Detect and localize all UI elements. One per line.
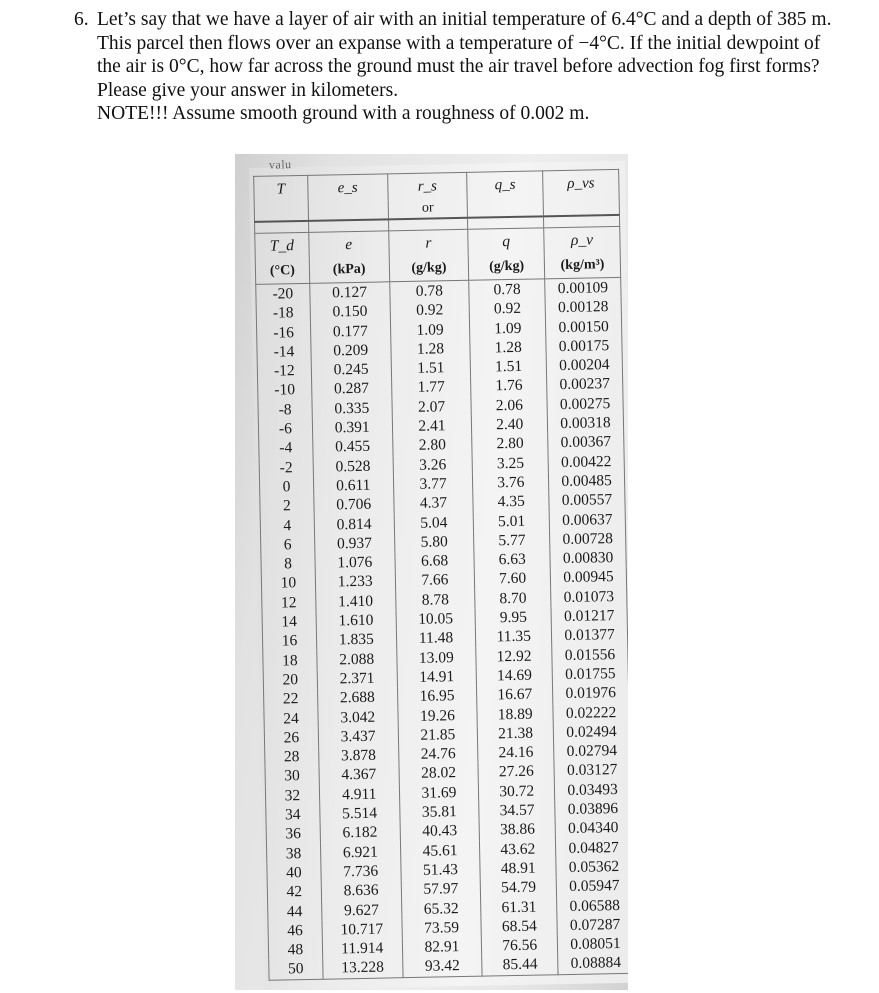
table-cell: 1.09: [390, 319, 470, 340]
table-cell: 36: [266, 824, 320, 844]
table-cell: 2.80: [472, 434, 548, 455]
table-cell: 5.04: [394, 512, 474, 533]
table-cell: 0.05947: [556, 876, 628, 897]
table-cell: 0.01755: [552, 664, 628, 685]
table-cell: 8: [261, 554, 315, 574]
table-cell: 3.25: [472, 453, 548, 474]
header-cell: q_s: [467, 171, 543, 199]
table-cell: 7.66: [395, 570, 475, 591]
table-cell: 13.228: [323, 958, 403, 979]
table-cell: 51.43: [400, 860, 480, 881]
table-cell: 0.00637: [549, 509, 625, 530]
table-cell: 38: [266, 843, 320, 863]
table-cell: 1.233: [315, 572, 395, 593]
table-cell: 3.437: [318, 726, 398, 747]
unit-cell: (g/kg): [469, 254, 545, 280]
clipped-header-label: valu: [268, 157, 292, 172]
table-cell: 21.38: [478, 723, 554, 744]
table-cell: 30: [265, 766, 319, 786]
table-cell: 6: [261, 535, 315, 555]
table-cell: 0.04340: [555, 818, 628, 839]
table-cell: 12: [262, 593, 316, 613]
table-cell: 0.455: [313, 437, 393, 458]
table-cell: 2.688: [317, 687, 397, 708]
table-sheet: [249, 157, 628, 990]
unit-cell: (kPa): [309, 257, 389, 283]
table-cell: 7.60: [475, 569, 551, 590]
table-cell: 48.91: [480, 858, 556, 879]
table-cell: 0.00728: [550, 529, 626, 550]
table-cell: 14.69: [476, 665, 552, 686]
table-cell: 0.01217: [551, 606, 627, 627]
table-cell: 0.00485: [549, 471, 625, 492]
table-cell: 38.86: [479, 820, 555, 841]
table-cell: 11.914: [322, 938, 402, 959]
table-cell: 3.042: [318, 707, 398, 728]
table-cell: 0.209: [311, 340, 391, 361]
table-cell: 13.09: [396, 647, 476, 668]
table-cell: 14.91: [397, 667, 477, 688]
table-cell: 0: [259, 477, 313, 497]
table-cell: 9.95: [475, 607, 551, 628]
header-cell: ρ_v: [544, 226, 620, 254]
table-cell: 1.28: [470, 337, 546, 358]
header-cell: T: [254, 175, 308, 203]
or-label: or: [388, 199, 468, 220]
table-cell: 26: [264, 728, 318, 748]
table-cell: 0.00275: [547, 394, 623, 415]
table-photo: [235, 154, 628, 990]
table-cell: 28: [265, 747, 319, 767]
table-cell: 0.00318: [547, 413, 623, 434]
table-cell: 0.92: [390, 300, 470, 321]
table-cell: 0.528: [313, 456, 393, 477]
table-cell: 16.67: [477, 685, 553, 706]
problem-text: Let’s say that we have a layer of air with an initial temperature of 6.4°C and a depth of 385 m. This parcel then flows over an expanse with a temperature of −4°C. If the initial dewpoint of the air is 0°C, how far across the ground must the air travel before advection fog first forms? Please give your answer in kilometers.: [97, 9, 832, 101]
table-cell: 2.371: [317, 668, 397, 689]
unit-cell: (kg/m³): [544, 253, 620, 279]
table-cell: 31.69: [399, 782, 479, 803]
table-cell: 0.00422: [548, 452, 624, 473]
table-cell: 22: [264, 689, 318, 709]
table-cell: 6.68: [395, 551, 475, 572]
table-cell: 2.80: [392, 435, 472, 456]
table-cell: 0.02222: [553, 702, 628, 723]
saturation-table: [253, 169, 628, 981]
table-cell: 0.287: [311, 379, 391, 400]
table-cell: 5.80: [394, 532, 474, 553]
table-cell: 68.54: [481, 916, 557, 937]
table-cell: 11.35: [476, 627, 552, 648]
table-cell: 24.16: [478, 742, 554, 763]
table-cell: 0.611: [313, 475, 393, 496]
table-cell: 2.06: [471, 395, 547, 416]
table-cell: 0.00204: [546, 355, 622, 376]
table-cell: 40.43: [400, 821, 480, 842]
table-cell: 0.02794: [554, 741, 628, 762]
table-cell: 0.150: [310, 302, 390, 323]
table-cell: -2: [259, 457, 313, 477]
table-cell: 1.835: [316, 630, 396, 651]
table-cell: 0.08051: [557, 934, 628, 955]
table-cell: -10: [258, 380, 312, 400]
table-cell: 6.921: [320, 842, 400, 863]
header-cell: e: [309, 231, 389, 259]
table-cell: 43.62: [480, 839, 556, 860]
header-cell: T_d: [255, 232, 309, 260]
table-cell: 12.92: [476, 646, 552, 667]
table-cell: 57.97: [401, 879, 481, 900]
table-cell: 0.01377: [551, 625, 627, 646]
table-cell: 0.06588: [557, 895, 628, 916]
table-cell: 93.42: [402, 956, 482, 977]
table-cell: 5.514: [320, 803, 400, 824]
table-cell: -8: [258, 400, 312, 420]
table-cell: 1.51: [391, 358, 471, 379]
unit-cell: (g/kg): [389, 256, 469, 282]
table-cell: 46: [268, 921, 322, 941]
table-cell: -14: [257, 342, 311, 362]
table-cell: 0.335: [312, 398, 392, 419]
table-cell: 54.79: [481, 877, 557, 898]
table-cell: 0.04827: [556, 837, 628, 858]
table-cell: 0.08884: [558, 953, 628, 974]
table-cell: 11.48: [396, 628, 476, 649]
table-cell: 7.736: [321, 861, 401, 882]
table-cell: 16: [262, 631, 316, 651]
table-cell: 5.77: [474, 530, 550, 551]
table-cell: 21.85: [398, 725, 478, 746]
table-cell: 3.77: [393, 474, 473, 495]
table-cell: 0.00367: [548, 432, 624, 453]
table-cell: 1.28: [390, 339, 470, 360]
table-cell: 0.03896: [555, 799, 628, 820]
table-cell: 16.95: [397, 686, 477, 707]
table-cell: 32: [265, 785, 319, 805]
table-cell: 0.05362: [556, 857, 628, 878]
table-cell: 8.636: [321, 880, 401, 901]
table-cell: 4.911: [319, 784, 399, 805]
unit-cell: (°C): [255, 259, 309, 285]
table-cell: 3.878: [318, 745, 398, 766]
table-cell: 44: [268, 901, 322, 921]
problem-body: [97, 8, 844, 126]
table-cell: 10: [261, 573, 315, 593]
table-cell: 18: [263, 650, 317, 670]
table-cell: 0.78: [469, 279, 545, 300]
table-cell: 0.92: [469, 299, 545, 320]
table-cell: -4: [259, 438, 313, 458]
table-cell: 0.00945: [550, 567, 626, 588]
table-cell: 0.127: [310, 282, 390, 303]
table-cell: 0.00830: [550, 548, 626, 569]
table-cell: 9.627: [321, 900, 401, 921]
header-cell: q: [468, 228, 544, 256]
table-cell: 8.78: [395, 589, 475, 610]
table-cell: 0.177: [310, 321, 390, 342]
table-cell: 0.245: [311, 360, 391, 381]
table-cell: 48: [268, 940, 322, 960]
table-cell: 1.51: [471, 357, 547, 378]
table-cell: 4.37: [393, 493, 473, 514]
table-cell: 45.61: [400, 840, 480, 861]
table-cell: 4.35: [473, 492, 549, 513]
table-cell: 34.57: [479, 800, 555, 821]
table-cell: -6: [258, 419, 312, 439]
problem-statement: [74, 8, 844, 126]
table-cell: 50: [269, 959, 323, 980]
table-cell: 0.937: [314, 533, 394, 554]
table-cell: 27.26: [478, 762, 554, 783]
table-cell: 10.717: [322, 919, 402, 940]
table-cell: 0.01976: [553, 683, 628, 704]
table-cell: 28.02: [399, 763, 479, 784]
table-cell: 42: [267, 882, 321, 902]
table-cell: 0.00150: [546, 316, 622, 337]
table-cell: 0.78: [389, 280, 469, 301]
problem-note: NOTE!!! Assume smooth ground with a roughness of 0.002 m.: [97, 103, 590, 124]
table-cell: 0.07287: [557, 915, 628, 936]
header-cell: ρ_vs: [543, 169, 619, 197]
table-cell: 0.03493: [554, 780, 628, 801]
table-cell: 19.26: [397, 705, 477, 726]
table-cell: 6.182: [320, 823, 400, 844]
table-cell: 0.391: [312, 417, 392, 438]
table-cell: 0.01073: [551, 587, 627, 608]
table-cell: 1.77: [391, 377, 471, 398]
table-cell: 40: [267, 863, 321, 883]
table-cell: 0.706: [314, 495, 394, 516]
table-cell: 61.31: [481, 897, 557, 918]
table-cell: -16: [256, 322, 310, 342]
table-cell: 10.05: [396, 609, 476, 630]
table-cell: 1.610: [316, 610, 396, 631]
table-cell: 76.56: [482, 935, 558, 956]
table-cell: 2.07: [392, 397, 472, 418]
table-body: [256, 277, 628, 980]
table-cell: 1.410: [315, 591, 395, 612]
table-cell: 34: [266, 805, 320, 825]
table-cell: 82.91: [402, 937, 482, 958]
table-cell: 18.89: [477, 704, 553, 725]
table-cell: 4.367: [319, 765, 399, 786]
table-cell: 85.44: [482, 955, 558, 976]
table-cell: 65.32: [401, 898, 481, 919]
table-cell: 30.72: [479, 781, 555, 802]
header-cell: r: [388, 229, 468, 257]
table-cell: 6.63: [474, 549, 550, 570]
table-cell: 0.00237: [547, 374, 623, 395]
table-cell: 8.70: [475, 588, 551, 609]
table-cell: 3.76: [473, 472, 549, 493]
problem-number: 6.: [74, 9, 89, 30]
table-cell: 2.40: [472, 414, 548, 435]
table-cell: 5.01: [473, 511, 549, 532]
table-cell: 0.00557: [549, 490, 625, 511]
table-cell: 14: [262, 612, 316, 632]
table-cell: 1.76: [471, 376, 547, 397]
table-cell: 0.00175: [546, 336, 622, 357]
table-cell: 24: [264, 708, 318, 728]
header-cell: r_s: [387, 172, 467, 200]
table-cell: 0.00128: [545, 297, 621, 318]
table-cell: -18: [256, 303, 310, 323]
table-cell: 0.814: [314, 514, 394, 535]
table-cell: 2.088: [317, 649, 397, 670]
table-cell: -20: [256, 283, 310, 304]
table-cell: 4: [260, 515, 314, 535]
table-cell: 20: [263, 670, 317, 690]
table-cell: 3.26: [393, 454, 473, 475]
table-cell: 35.81: [399, 802, 479, 823]
table-cell: 1.09: [470, 318, 546, 339]
table-cell: 1.076: [315, 552, 395, 573]
header-cell: e_s: [307, 174, 387, 202]
table-cell: 2: [260, 496, 314, 516]
table-cell: 0.01556: [552, 644, 628, 665]
table-cell: 0.00109: [545, 277, 621, 298]
table-cell: 0.02494: [553, 722, 628, 743]
table-cell: 0.03127: [554, 760, 628, 781]
table-cell: -12: [257, 361, 311, 381]
table-cell: 73.59: [402, 917, 482, 938]
table-cell: 2.41: [392, 416, 472, 437]
table-cell: 24.76: [398, 744, 478, 765]
